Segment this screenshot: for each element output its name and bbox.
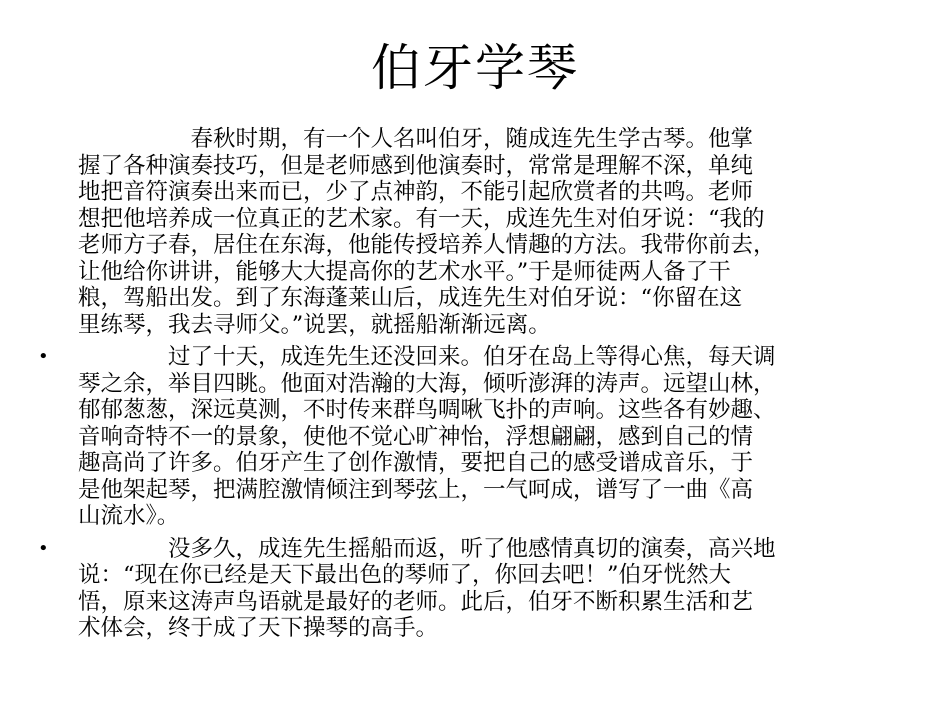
paragraph-3 xyxy=(38,535,893,642)
paragraph-line: 说：“现在你已经是天下最出色的琴师了，你回去吧！”伯牙恍然大 xyxy=(78,562,732,588)
bullet-icon: • xyxy=(38,537,49,559)
paragraph-line: 郁郁葱葱，深远莫测，不时传来群鸟啁啾飞扑的声响。这些各有妙趣、 xyxy=(78,397,776,423)
paragraph-line: 没多久，成连先生摇船而返，听了他感情真切的演奏，高兴地 xyxy=(78,535,776,562)
paragraph-line: 趣高尚了许多。伯牙产生了创作激情，要把自己的感受谱成音乐，于 xyxy=(78,450,754,476)
slide-body xyxy=(38,126,893,642)
paragraph-line: 握了各种演奏技巧，但是老师感到他演奏时，常常是理解不深，单纯 xyxy=(78,152,754,179)
paragraph-line: 过了十天，成连先生还没回来。伯牙在岛上等得心焦，每天调 xyxy=(78,344,776,370)
paragraph-line: 地把音符演奏出来而已，少了点神韵，不能引起欣赏者的共鸣。老师 xyxy=(78,179,754,205)
paragraph-line: 里练琴，我去寻师父。”说罢，就摇船渐渐远离。 xyxy=(78,311,551,338)
paragraph-line: 术体会，终于成了天下操琴的高手。 xyxy=(78,615,439,641)
paragraph-line: 音响奇特不一的景象，使他不觉心旷神怡，浮想翩翩，感到自己的情 xyxy=(78,423,754,450)
bullet-icon: • xyxy=(38,346,49,367)
paragraph-line: 春秋时期，有一个人名叫伯牙，随成连先生学古琴。他掌 xyxy=(78,126,754,152)
paragraph-line: 山流水》。 xyxy=(78,503,180,529)
paragraph-line: 想把他培养成一位真正的艺术家。有一天，成连先生对伯牙说：“我的 xyxy=(78,205,765,232)
paragraph-line: 是他架起琴，把满腔激情倾注到琴弦上，一气呵成，谱写了一曲《高 xyxy=(78,476,754,503)
paragraph-line: 悟，原来这涛声鸟语就是最好的老师。此后，伯牙不断积累生活和艺 xyxy=(78,588,754,615)
paragraph-line: 让他给你讲讲，能够大大提高你的艺术水平。”于是师徒两人备了干 xyxy=(78,258,731,285)
paragraph-line: 粮，驾船出发。到了东海蓬莱山后，成连先生对伯牙说：“你留在这 xyxy=(78,285,743,311)
paragraph-line: 琴之余，举目四眺。他面对浩瀚的大海，倾听澎湃的涛声。远望山林， xyxy=(78,370,776,397)
paragraph-1 xyxy=(78,126,893,338)
paragraph-2 xyxy=(38,344,893,530)
slide-title: 伯牙学琴 xyxy=(371,39,579,97)
paragraph-line: 老师方子春，居住在东海，他能传授培养人情趣的方法。我带你前去， xyxy=(78,232,776,258)
